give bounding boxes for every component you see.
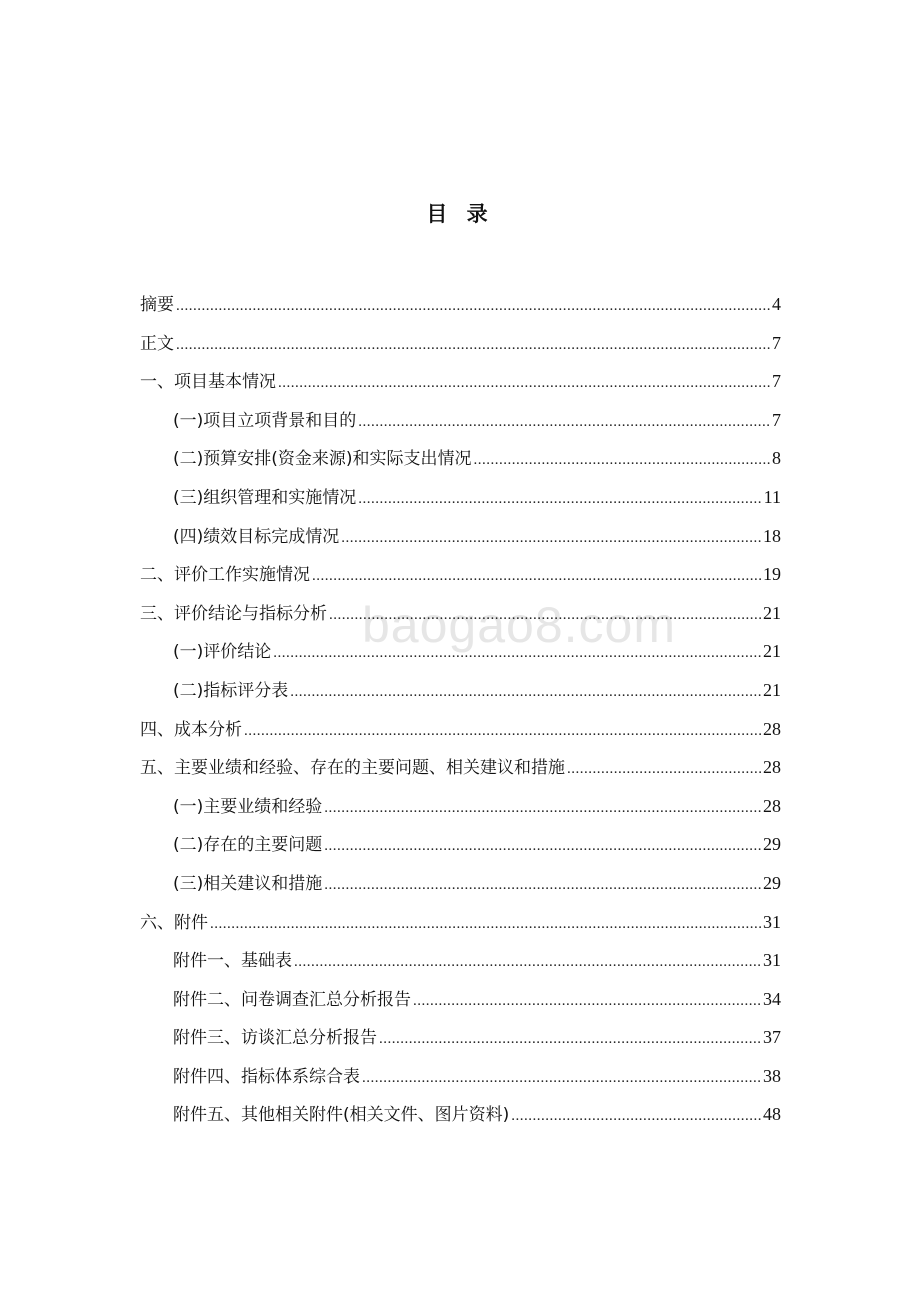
toc-entry-label: (三)组织管理和实施情况 bbox=[173, 487, 357, 508]
toc-dot-leader bbox=[474, 441, 770, 480]
toc-entry-page-number: 29 bbox=[763, 872, 781, 893]
toc-entry-label: 摘要 bbox=[140, 295, 174, 315]
page-title: 目 录 bbox=[426, 202, 494, 226]
toc-entry[interactable] bbox=[140, 478, 781, 517]
toc-dot-leader bbox=[341, 519, 761, 558]
toc-dot-leader bbox=[379, 1020, 761, 1059]
toc-entry-label: 正文 bbox=[140, 333, 174, 354]
toc-entry-page-number: 28 bbox=[763, 757, 781, 778]
toc-entry-page-number: 4 bbox=[772, 294, 781, 314]
toc-entry-label: (二)预算安排(资金来源)和实际支出情况 bbox=[173, 449, 472, 470]
toc-dot-leader bbox=[329, 596, 761, 635]
toc-entry-label: (三)相关建议和措施 bbox=[173, 873, 323, 894]
toc-entry-page-number: 21 bbox=[763, 641, 781, 662]
toc-entry-label: 五、主要业绩和经验、存在的主要问题、相关建议和措施 bbox=[140, 758, 565, 779]
toc-dot-leader bbox=[324, 789, 761, 828]
toc-entry-label: 附件二、问卷调查汇总分析报告 bbox=[173, 989, 411, 1010]
toc-entry-label: 附件四、指标体系综合表 bbox=[173, 1066, 360, 1087]
toc-entry-page-number: 19 bbox=[763, 564, 781, 585]
toc-entry[interactable] bbox=[140, 517, 781, 556]
toc-entry-page-number: 38 bbox=[763, 1065, 781, 1086]
toc-entry-page-number: 18 bbox=[763, 525, 781, 546]
toc-dot-leader bbox=[362, 1059, 761, 1098]
toc-entry[interactable] bbox=[140, 710, 781, 749]
toc-entry-page-number: 31 bbox=[763, 911, 781, 932]
table-of-contents bbox=[140, 285, 781, 1134]
toc-entry-page-number: 28 bbox=[763, 795, 781, 816]
toc-entry[interactable] bbox=[140, 825, 781, 864]
toc-entry-page-number: 28 bbox=[763, 718, 781, 739]
toc-entry[interactable] bbox=[140, 748, 781, 787]
toc-entry-label: 三、评价结论与指标分析 bbox=[140, 603, 327, 624]
toc-dot-leader bbox=[511, 1097, 761, 1136]
toc-dot-leader bbox=[567, 750, 761, 789]
toc-dot-leader bbox=[324, 866, 761, 905]
toc-dot-leader bbox=[244, 712, 761, 751]
toc-entry-page-number: 7 bbox=[772, 409, 781, 430]
toc-entry-label: 四、成本分析 bbox=[140, 719, 242, 740]
toc-entry[interactable] bbox=[140, 285, 781, 324]
toc-entry-label: (一)项目立项背景和目的 bbox=[173, 410, 357, 431]
toc-dot-leader bbox=[278, 364, 770, 403]
toc-entry-page-number: 21 bbox=[763, 679, 781, 700]
toc-dot-leader bbox=[324, 827, 761, 866]
toc-entry[interactable] bbox=[140, 864, 781, 903]
toc-entry-label: 二、评价工作实施情况 bbox=[140, 565, 310, 586]
toc-entry-label: 附件一、基础表 bbox=[173, 951, 292, 972]
toc-entry[interactable] bbox=[140, 362, 781, 401]
toc-dot-leader bbox=[176, 287, 770, 326]
toc-entry-page-number: 31 bbox=[763, 950, 781, 971]
toc-entry[interactable] bbox=[140, 439, 781, 478]
watermark: baogao8.com bbox=[362, 597, 677, 653]
toc-dot-leader bbox=[294, 943, 761, 982]
toc-dot-leader bbox=[358, 480, 761, 519]
toc-entry-page-number: 11 bbox=[763, 486, 781, 507]
toc-entry-label: (二)指标评分表 bbox=[173, 680, 289, 701]
toc-dot-leader bbox=[290, 673, 761, 712]
toc-entry[interactable] bbox=[140, 1057, 781, 1096]
toc-dot-leader bbox=[358, 403, 770, 442]
toc-entry-page-number: 29 bbox=[763, 834, 781, 855]
toc-entry[interactable] bbox=[140, 903, 781, 942]
toc-dot-leader bbox=[273, 634, 761, 673]
toc-entry-label: 一、项目基本情况 bbox=[140, 372, 276, 393]
toc-entry-page-number: 8 bbox=[772, 448, 781, 469]
toc-entry-label: 附件五、其他相关附件(相关文件、图片资料) bbox=[173, 1105, 510, 1126]
toc-dot-leader bbox=[176, 326, 770, 365]
toc-entry[interactable] bbox=[140, 941, 781, 980]
toc-entry-page-number: 7 bbox=[772, 371, 781, 392]
toc-entry[interactable] bbox=[140, 787, 781, 826]
toc-entry-label: 附件三、访谈汇总分析报告 bbox=[173, 1028, 377, 1049]
toc-entry-label: (一)评价结论 bbox=[173, 642, 272, 663]
toc-entry[interactable] bbox=[140, 632, 781, 671]
toc-entry-page-number: 7 bbox=[772, 332, 781, 353]
toc-entry[interactable] bbox=[140, 1018, 781, 1057]
toc-entry-page-number: 34 bbox=[763, 988, 781, 1009]
toc-dot-leader bbox=[312, 557, 761, 596]
toc-entry-page-number: 48 bbox=[763, 1104, 781, 1125]
toc-entry[interactable] bbox=[140, 401, 781, 440]
toc-entry-page-number: 21 bbox=[763, 602, 781, 623]
toc-entry[interactable] bbox=[140, 671, 781, 710]
toc-entry-page-number: 37 bbox=[763, 1027, 781, 1048]
toc-dot-leader bbox=[413, 982, 761, 1021]
toc-entry-label: (四)绩效目标完成情况 bbox=[173, 526, 340, 547]
toc-entry-label: 六、附件 bbox=[140, 912, 208, 933]
toc-dot-leader bbox=[210, 905, 761, 944]
toc-entry[interactable] bbox=[140, 324, 781, 363]
toc-entry-label: (一)主要业绩和经验 bbox=[173, 796, 323, 817]
toc-entry[interactable] bbox=[140, 980, 781, 1019]
toc-entry[interactable] bbox=[140, 594, 781, 633]
toc-entry[interactable] bbox=[140, 555, 781, 594]
toc-entry[interactable] bbox=[140, 1095, 781, 1134]
toc-entry-label: (二)存在的主要问题 bbox=[173, 835, 323, 856]
